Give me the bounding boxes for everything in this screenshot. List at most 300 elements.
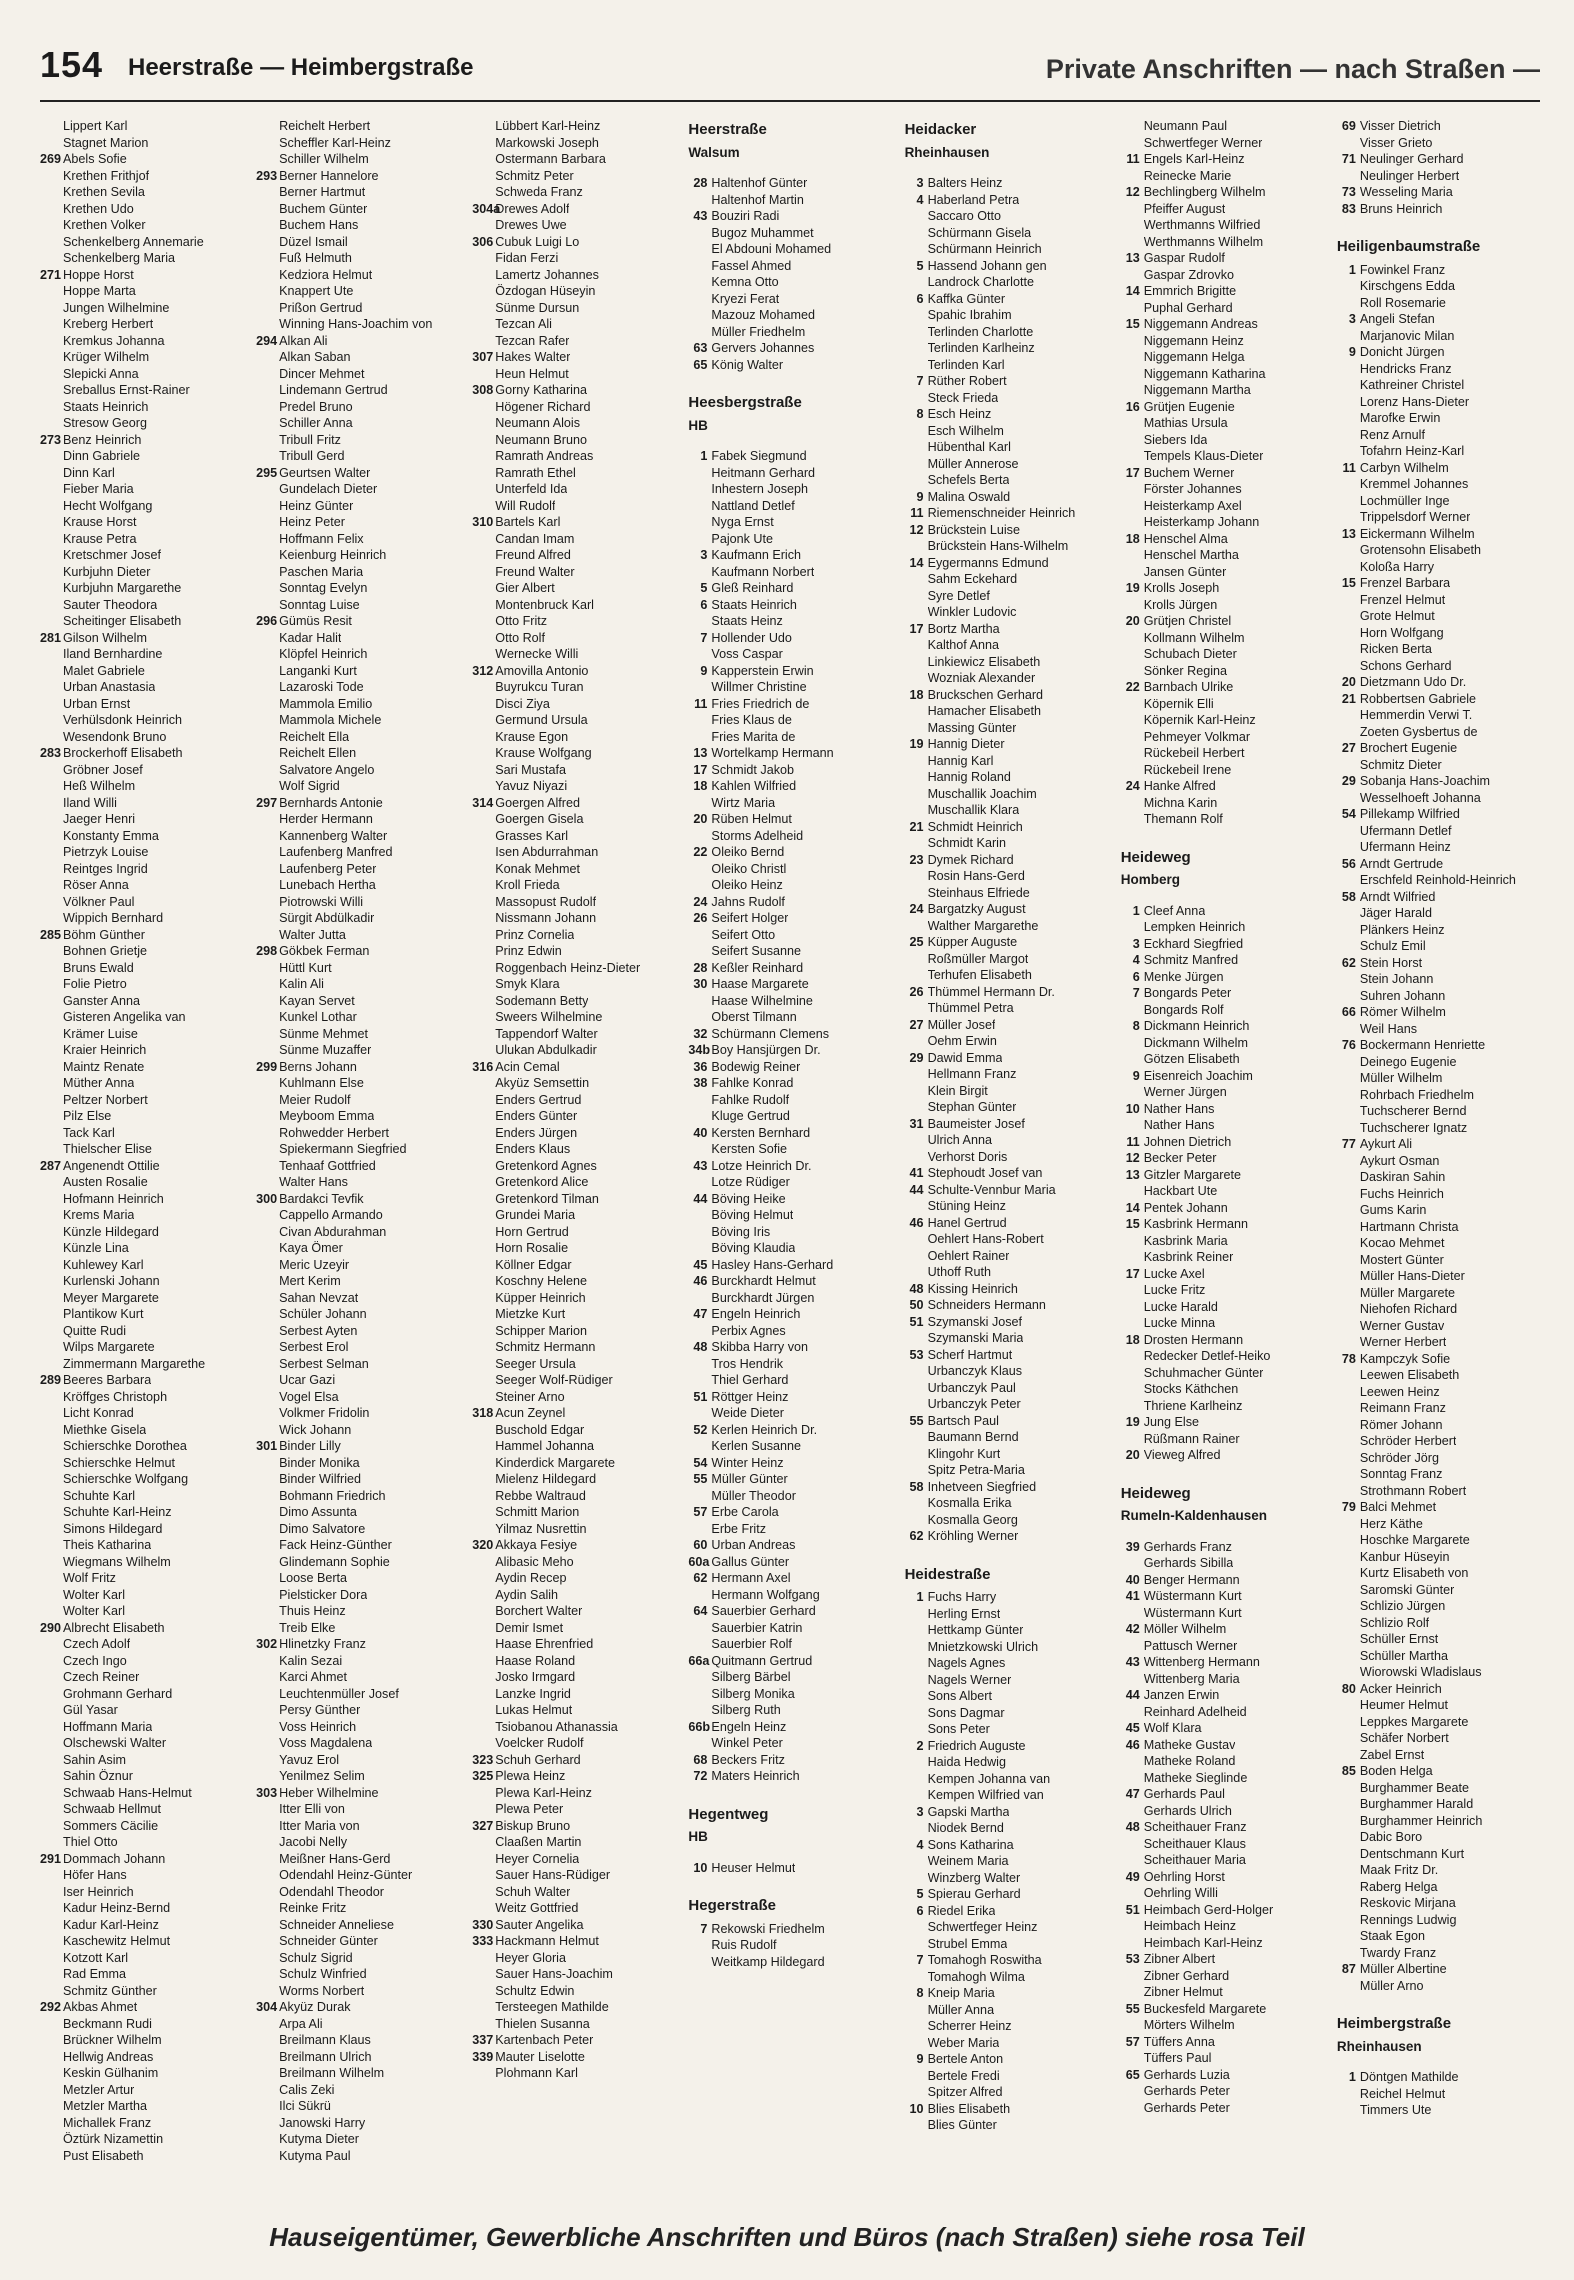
house-number xyxy=(40,1768,63,1785)
resident-entry xyxy=(688,993,901,1010)
house-number xyxy=(256,564,279,581)
resident-entry xyxy=(1337,1021,1550,1038)
house-number xyxy=(472,1339,495,1356)
resident-entry xyxy=(1121,1572,1334,1589)
resident-entry xyxy=(472,1669,685,1686)
resident-name: Matheke Roland xyxy=(1143,1754,1236,1768)
resident-entry xyxy=(1337,201,1550,218)
house-number xyxy=(256,201,279,218)
resident-name: Schefels Berta xyxy=(927,473,1010,487)
district-heading: Rumeln-Kaldenhausen xyxy=(1120,1508,1267,1523)
resident-entry xyxy=(472,564,685,581)
resident-name: Thielscher Elise xyxy=(63,1142,152,1156)
house-number xyxy=(40,696,63,713)
house-number: 32 xyxy=(693,1026,708,1041)
resident-name: Salvatore Angelo xyxy=(279,762,375,777)
resident-entry xyxy=(256,1653,469,1670)
resident-name: Gül Yasar xyxy=(63,1703,118,1717)
resident-entry xyxy=(905,555,1118,572)
resident-name: Slepicki Anna xyxy=(63,366,139,381)
house-number xyxy=(472,366,495,383)
resident-entry xyxy=(905,1000,1118,1017)
resident-entry xyxy=(905,670,1118,687)
resident-name: Werner Jürgen xyxy=(1143,1085,1227,1099)
house-number xyxy=(40,1834,63,1851)
resident-entry xyxy=(256,1603,469,1620)
house-number xyxy=(1121,1935,1144,1952)
resident-name: Thriene Karlheinz xyxy=(1143,1398,1243,1413)
resident-name: Puphal Gerhard xyxy=(1143,300,1233,315)
resident-name: Beckmann Rudi xyxy=(63,2016,152,2031)
resident-name: Michallek Franz xyxy=(63,2115,152,2130)
house-number xyxy=(256,1702,279,1719)
resident-name: Eickermann Wilhelm xyxy=(1359,526,1475,541)
resident-name: Konstanty Emma xyxy=(63,828,159,843)
house-number xyxy=(40,1933,63,1950)
resident-name: Drewes Adolf xyxy=(495,201,570,216)
house-number: 314 xyxy=(472,795,494,810)
resident-name: Metzler Artur xyxy=(63,2082,135,2097)
house-number xyxy=(1337,1169,1360,1186)
house-number xyxy=(40,828,63,845)
house-number xyxy=(40,1356,63,1373)
resident-name: Tack Karl xyxy=(63,1125,115,1140)
resident-entry xyxy=(1121,1134,1334,1151)
house-number xyxy=(905,1606,928,1623)
resident-entry xyxy=(256,1735,469,1752)
resident-name: Benger Hermann xyxy=(1143,1572,1240,1587)
resident-name: Sünme Dursun xyxy=(495,300,580,315)
resident-name: Enders Klaus xyxy=(495,1142,571,1156)
house-number xyxy=(1121,1704,1144,1721)
resident-entry xyxy=(40,168,253,185)
resident-name: Wippich Bernhard xyxy=(63,911,164,925)
house-number xyxy=(256,2032,279,2049)
house-number xyxy=(905,1787,928,1804)
house-number xyxy=(1121,349,1144,366)
resident-entry xyxy=(40,1059,253,1076)
resident-entry xyxy=(472,729,685,746)
resident-name: Weber Maria xyxy=(927,2035,1000,2050)
house-number: 10 xyxy=(693,1860,708,1875)
resident-name: Bruckschen Gerhard xyxy=(927,687,1044,702)
house-number xyxy=(1337,377,1360,394)
resident-entry xyxy=(1121,1414,1334,1431)
house-number xyxy=(688,1438,711,1455)
house-number xyxy=(256,1801,279,1818)
resident-name: Dickmann Wilhelm xyxy=(1143,1035,1248,1050)
house-number: 2 xyxy=(916,1738,924,1753)
resident-name: Aydin Salih xyxy=(495,1587,559,1602)
house-number: 6 xyxy=(916,291,924,306)
resident-name: Döntgen Mathilde xyxy=(1359,2070,1459,2084)
house-number: 339 xyxy=(472,2049,494,2064)
resident-name: Sauter Theodora xyxy=(63,597,158,612)
house-number xyxy=(1337,2102,1360,2119)
resident-entry xyxy=(905,1622,1118,1639)
resident-name: Maak Fritz Dr. xyxy=(1359,1863,1439,1877)
resident-entry xyxy=(472,960,685,977)
resident-name: Kutyma Paul xyxy=(279,2148,351,2163)
resident-entry xyxy=(1337,559,1550,576)
house-number: 308 xyxy=(472,383,494,397)
resident-entry xyxy=(1121,168,1334,185)
house-number xyxy=(688,1290,711,1307)
house-number: 303 xyxy=(256,1785,278,1800)
house-number xyxy=(256,316,279,333)
resident-name: Acker Heinrich xyxy=(1359,1681,1442,1696)
house-number xyxy=(256,828,279,845)
resident-name: Stresow Georg xyxy=(63,416,147,430)
resident-name: Visser Grieto xyxy=(1359,135,1433,150)
house-number xyxy=(40,646,63,663)
resident-name: Otto Rolf xyxy=(495,630,545,645)
resident-entry xyxy=(256,1092,469,1109)
resident-entry xyxy=(40,580,253,597)
resident-entry xyxy=(256,795,469,812)
resident-entry xyxy=(40,564,253,581)
house-number: 17 xyxy=(1125,465,1140,480)
resident-name: Drewes Uwe xyxy=(495,218,567,232)
house-number xyxy=(688,1174,711,1191)
resident-name: Kroll Frieda xyxy=(495,878,560,892)
resident-name: Kocao Mehmet xyxy=(1359,1236,1445,1250)
resident-entry xyxy=(1121,1398,1334,1415)
resident-name: Bernhards Antonie xyxy=(279,795,383,810)
resident-entry xyxy=(905,1936,1118,1953)
resident-entry xyxy=(1121,646,1334,663)
resident-entry xyxy=(472,151,685,168)
house-number xyxy=(40,679,63,696)
resident-entry xyxy=(1121,1539,1334,1556)
house-number xyxy=(256,234,279,251)
resident-entry xyxy=(1121,679,1334,696)
house-number xyxy=(1337,872,1360,889)
resident-entry xyxy=(688,481,901,498)
resident-name: Drosten Hermann xyxy=(1143,1332,1244,1347)
resident-entry xyxy=(905,868,1118,885)
resident-entry xyxy=(472,943,685,960)
resident-name: Piotrowski Willi xyxy=(279,894,364,909)
resident-name: Pajonk Ute xyxy=(711,531,774,546)
resident-name: Czech Ingo xyxy=(63,1653,127,1668)
resident-entry xyxy=(40,696,253,713)
column-1 xyxy=(40,118,253,2170)
resident-name: Schmidt Heinrich xyxy=(927,819,1023,834)
resident-entry xyxy=(40,745,253,762)
resident-name: Hendricks Franz xyxy=(1359,361,1452,376)
resident-entry xyxy=(472,481,685,498)
resident-entry xyxy=(40,1653,253,1670)
resident-name: Raberg Helga xyxy=(1359,1879,1438,1894)
resident-name: Ricken Berta xyxy=(1359,642,1432,656)
house-number: 287 xyxy=(40,1158,62,1173)
street-heading: Heerstraße xyxy=(688,121,767,138)
resident-name: Schipper Marion xyxy=(495,1323,587,1338)
house-number xyxy=(40,448,63,465)
house-number xyxy=(40,2148,63,2165)
resident-entry xyxy=(688,844,901,861)
resident-entry xyxy=(1337,592,1550,609)
house-number: 58 xyxy=(1341,889,1356,904)
house-number xyxy=(472,184,495,201)
resident-entry xyxy=(1337,922,1550,939)
house-number: 21 xyxy=(909,819,924,834)
house-number xyxy=(40,1966,63,1983)
house-number xyxy=(472,1422,495,1439)
house-number xyxy=(256,1752,279,1769)
resident-entry xyxy=(1121,1431,1334,1448)
resident-entry xyxy=(472,877,685,894)
house-number: 1 xyxy=(700,449,708,463)
house-number xyxy=(1121,1183,1144,1200)
resident-name: Carbyn Wilhelm xyxy=(1359,460,1449,475)
house-number xyxy=(1337,1648,1360,1665)
resident-entry xyxy=(1121,2050,1334,2067)
resident-name: Küpper Auguste xyxy=(927,935,1018,949)
house-number xyxy=(1337,1400,1360,1417)
resident-name: Heun Helmut xyxy=(495,366,569,381)
resident-entry xyxy=(1337,1499,1550,1516)
resident-entry xyxy=(256,1306,469,1323)
house-number xyxy=(40,382,63,399)
house-number: 8 xyxy=(916,1986,924,2000)
resident-name: Wolter Karl xyxy=(63,1604,126,1618)
resident-name: Heisterkamp Johann xyxy=(1143,515,1260,529)
resident-name: Schubach Dieter xyxy=(1143,647,1237,661)
house-number xyxy=(256,481,279,498)
street-heading: Heidestraße xyxy=(904,1565,991,1583)
resident-entry xyxy=(688,828,901,845)
resident-entry xyxy=(472,1686,685,1703)
resident-name: Arndt Wilfried xyxy=(1359,889,1436,904)
resident-entry xyxy=(472,1504,685,1521)
house-number xyxy=(1337,2086,1360,2103)
resident-name: Storms Adelheid xyxy=(711,828,804,843)
house-number xyxy=(1337,1862,1360,1879)
resident-entry xyxy=(1121,1753,1334,1770)
house-number xyxy=(256,1455,279,1472)
resident-name: Burckhardt Helmut xyxy=(711,1274,816,1288)
resident-entry xyxy=(1121,663,1334,680)
resident-entry xyxy=(905,1528,1118,1545)
resident-name: Müller Theodor xyxy=(711,1488,796,1503)
resident-entry xyxy=(40,1537,253,1554)
house-number xyxy=(40,349,63,366)
house-number xyxy=(40,729,63,746)
resident-entry xyxy=(1337,1268,1550,1285)
house-number: 42 xyxy=(1125,1622,1140,1636)
resident-entry xyxy=(1121,201,1334,218)
house-number: 8 xyxy=(916,407,924,421)
resident-entry xyxy=(40,382,253,399)
house-number: 7 xyxy=(700,630,708,645)
resident-name: Lübbert Karl-Heinz xyxy=(495,119,601,133)
house-number xyxy=(256,1290,279,1307)
resident-name: Herling Ernst xyxy=(927,1606,1001,1621)
house-number xyxy=(1337,1829,1360,1846)
resident-name: Weil Hans xyxy=(1359,1021,1418,1036)
house-number xyxy=(905,1231,928,1248)
resident-entry xyxy=(40,2065,253,2082)
house-number: 34b xyxy=(688,1043,711,1057)
resident-entry xyxy=(256,399,469,416)
resident-entry xyxy=(905,1738,1118,1755)
resident-entry xyxy=(688,943,901,960)
house-number xyxy=(688,943,711,960)
resident-name: Sonntag Luise xyxy=(279,597,360,612)
resident-entry xyxy=(256,778,469,795)
resident-name: Nattland Detlef xyxy=(711,498,795,513)
resident-name: Neumann Paul xyxy=(1143,119,1228,133)
house-number: 5 xyxy=(700,581,708,595)
house-number: 87 xyxy=(1341,1962,1356,1976)
house-number xyxy=(256,1405,279,1422)
resident-entry xyxy=(905,835,1118,852)
house-number: 20 xyxy=(693,812,708,826)
house-number: 73 xyxy=(1341,185,1356,199)
resident-entry xyxy=(472,1983,685,2000)
house-number xyxy=(688,1636,711,1653)
resident-name: Plewa Karl-Heinz xyxy=(495,1785,592,1800)
house-number xyxy=(688,1372,711,1389)
house-number: 4 xyxy=(1132,953,1140,967)
resident-name: Folie Pietro xyxy=(63,977,127,991)
resident-entry xyxy=(256,1273,469,1290)
resident-entry xyxy=(1121,1621,1334,1638)
resident-name: Albrecht Elisabeth xyxy=(63,1620,165,1635)
resident-entry xyxy=(1337,905,1550,922)
house-number xyxy=(472,1009,495,1026)
resident-entry xyxy=(688,340,901,357)
house-number xyxy=(256,2148,279,2165)
house-number xyxy=(472,1999,495,2016)
resident-name: Emmrich Brigitte xyxy=(1143,284,1237,298)
resident-entry xyxy=(256,1768,469,1785)
house-number xyxy=(40,1752,63,1769)
resident-name: Pattusch Werner xyxy=(1143,1638,1238,1653)
resident-name: Högener Richard xyxy=(495,399,591,414)
house-number xyxy=(256,861,279,878)
street-heading: Heiligenbaumstraße xyxy=(1336,238,1481,255)
resident-entry xyxy=(256,1801,469,1818)
resident-entry xyxy=(40,910,253,927)
resident-entry xyxy=(1121,1638,1334,1655)
house-number xyxy=(905,753,928,770)
resident-entry xyxy=(472,1801,685,1818)
resident-name: Szymanski Maria xyxy=(927,1331,1024,1345)
house-number xyxy=(40,316,63,333)
house-number xyxy=(1337,922,1360,939)
resident-entry xyxy=(40,349,253,366)
resident-entry xyxy=(1337,1202,1550,1219)
house-number xyxy=(472,1554,495,1571)
resident-entry xyxy=(256,1207,469,1224)
resident-entry xyxy=(688,1719,901,1736)
house-number xyxy=(472,1966,495,1983)
resident-name: Vogel Elsa xyxy=(279,1389,339,1404)
house-number xyxy=(472,679,495,696)
resident-name: Matheke Gustav xyxy=(1143,1737,1236,1752)
street-heading: Heimbergstraße xyxy=(1336,2015,1452,2032)
house-number xyxy=(1337,1252,1360,1269)
resident-entry xyxy=(1337,1763,1550,1780)
resident-entry xyxy=(905,1182,1118,1199)
house-number: 18 xyxy=(693,779,708,793)
resident-name: Schons Gerhard xyxy=(1359,658,1452,673)
house-number xyxy=(256,1240,279,1257)
house-number: 337 xyxy=(472,2033,494,2047)
resident-name: Sauerbier Katrin xyxy=(711,1620,803,1635)
resident-entry xyxy=(688,976,901,993)
house-number xyxy=(1337,757,1360,774)
resident-name: Kalthof Anna xyxy=(927,638,999,652)
resident-entry xyxy=(256,762,469,779)
resident-entry xyxy=(1337,658,1550,675)
house-number xyxy=(1337,1714,1360,1731)
resident-entry xyxy=(905,1705,1118,1722)
resident-name: Kathreiner Christel xyxy=(1359,378,1465,392)
resident-entry xyxy=(40,877,253,894)
resident-name: Haase Margarete xyxy=(711,977,809,991)
house-number: 26 xyxy=(909,984,924,999)
resident-name: Leewen Heinz xyxy=(1359,1384,1440,1399)
resident-entry xyxy=(688,1735,901,1752)
house-number xyxy=(688,498,711,515)
resident-entry xyxy=(40,531,253,548)
house-number xyxy=(1121,201,1144,218)
resident-entry xyxy=(1337,443,1550,460)
resident-entry xyxy=(1337,1532,1550,1549)
resident-name: Oehrling Horst xyxy=(1143,1869,1225,1884)
resident-entry xyxy=(472,1075,685,1092)
resident-entry xyxy=(256,1999,469,2016)
resident-entry xyxy=(256,1620,469,1637)
resident-name: Nagels Agnes xyxy=(927,1656,1006,1670)
resident-name: Akyüz Semsettin xyxy=(495,1076,590,1090)
house-number: 44 xyxy=(909,1182,924,1197)
resident-name: Inhestern Joseph xyxy=(711,482,809,496)
resident-name: Breilmann Klaus xyxy=(279,2033,371,2047)
resident-entry xyxy=(905,687,1118,704)
house-number xyxy=(1337,328,1360,345)
house-number xyxy=(688,679,711,696)
resident-name: Ramrath Ethel xyxy=(495,465,576,480)
resident-name: Scheithauer Franz xyxy=(1143,1820,1247,1834)
resident-name: Itter Elli von xyxy=(279,1802,345,1816)
house-number: 45 xyxy=(693,1257,708,1272)
resident-name: Willmer Christine xyxy=(711,680,807,694)
resident-name: Förster Johannes xyxy=(1143,482,1242,496)
house-number: 12 xyxy=(1125,1151,1140,1165)
resident-name: Lukas Helmut xyxy=(495,1703,573,1717)
resident-name: Terlinden Charlotte xyxy=(927,324,1034,339)
resident-name: Klein Birgit xyxy=(927,1083,988,1098)
resident-entry xyxy=(40,234,253,251)
resident-entry xyxy=(472,1306,685,1323)
resident-entry xyxy=(472,1966,685,1983)
resident-name: Bodewig Reiner xyxy=(711,1059,801,1074)
resident-name: Müller Annerose xyxy=(927,456,1019,471)
resident-entry xyxy=(472,1917,685,1934)
resident-entry xyxy=(905,1231,1118,1248)
resident-entry xyxy=(472,1603,685,1620)
resident-name: Bertele Fredi xyxy=(927,2068,1000,2083)
resident-entry xyxy=(472,1339,685,1356)
resident-entry xyxy=(905,1919,1118,1936)
resident-name: Terlinden Karl xyxy=(927,357,1005,372)
resident-name: Müller Albertine xyxy=(1359,1962,1447,1976)
